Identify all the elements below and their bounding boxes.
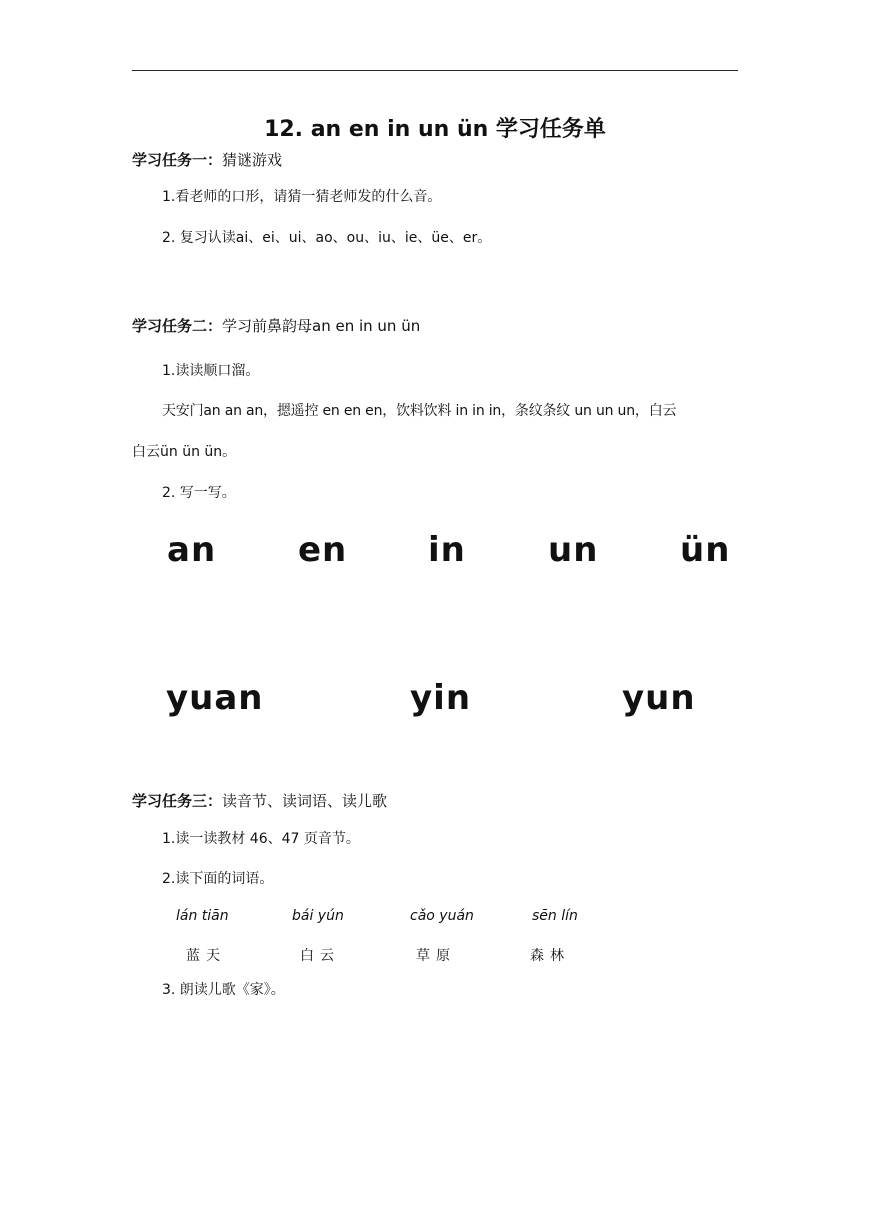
task2-heading (132, 315, 420, 336)
rhyme-line-2: 白云ün ün ün。 (132, 444, 237, 460)
task2-text: 学习前鼻韵母an en in un ün (222, 317, 421, 335)
task2-label: 学习任务二： (132, 317, 223, 335)
task1-text: 猜谜游戏 (222, 151, 283, 169)
word-pinyin-2: bái yún (292, 908, 344, 924)
rhyme-line-1: 天安门an an an，摁遥控 en en en，饮料饮料 in in in，条纹条纹 un un un，白云 (162, 403, 677, 419)
word-hanzi-3: 草原 (416, 948, 456, 964)
task3-heading (132, 790, 387, 811)
task1-item-2: 2. 复习认读ai、ei、ui、ao、ou、iu、ie、üe、er。 (162, 230, 492, 246)
final-un: un (548, 530, 599, 570)
final-uen: ün (680, 530, 731, 570)
word-pinyin-1: lán tiān (176, 908, 229, 924)
task3-item-3: 3. 朗读儿歌《家》。 (162, 982, 285, 998)
word-pinyin-3: cǎo yuán (410, 908, 474, 924)
final-en: en (298, 530, 348, 570)
task3-text: 读音节、读词语、读儿歌 (222, 792, 388, 810)
word-hanzi-1: 蓝天 (186, 948, 226, 964)
task1-heading (132, 149, 282, 170)
task3-item-1: 1.读一读教材 46、47 页音节。 (162, 831, 360, 847)
task3-item-2: 2.读下面的词语。 (162, 871, 274, 887)
header-rule (132, 70, 738, 71)
word-pinyin-4: sēn lín (532, 908, 578, 924)
page-title: 12. an en in un ün 学习任务单 (264, 117, 606, 142)
final-an: an (167, 530, 217, 570)
task2-item-1: 1.读读顺口溜。 (162, 363, 260, 379)
task3-label: 学习任务三： (132, 792, 223, 810)
task1-label: 学习任务一： (132, 151, 223, 169)
task2-item-2: 2. 写一写。 (162, 485, 236, 501)
word-hanzi-2: 白云 (300, 948, 340, 964)
task1-item-1: 1.看老师的口形，请猜一猜老师发的什么音。 (162, 189, 442, 205)
syllable-yin: yin (410, 678, 472, 718)
syllable-yuan: yuan (166, 678, 264, 718)
syllable-yun: yun (622, 678, 696, 718)
final-in: in (428, 530, 466, 570)
word-hanzi-4: 森林 (530, 948, 570, 964)
